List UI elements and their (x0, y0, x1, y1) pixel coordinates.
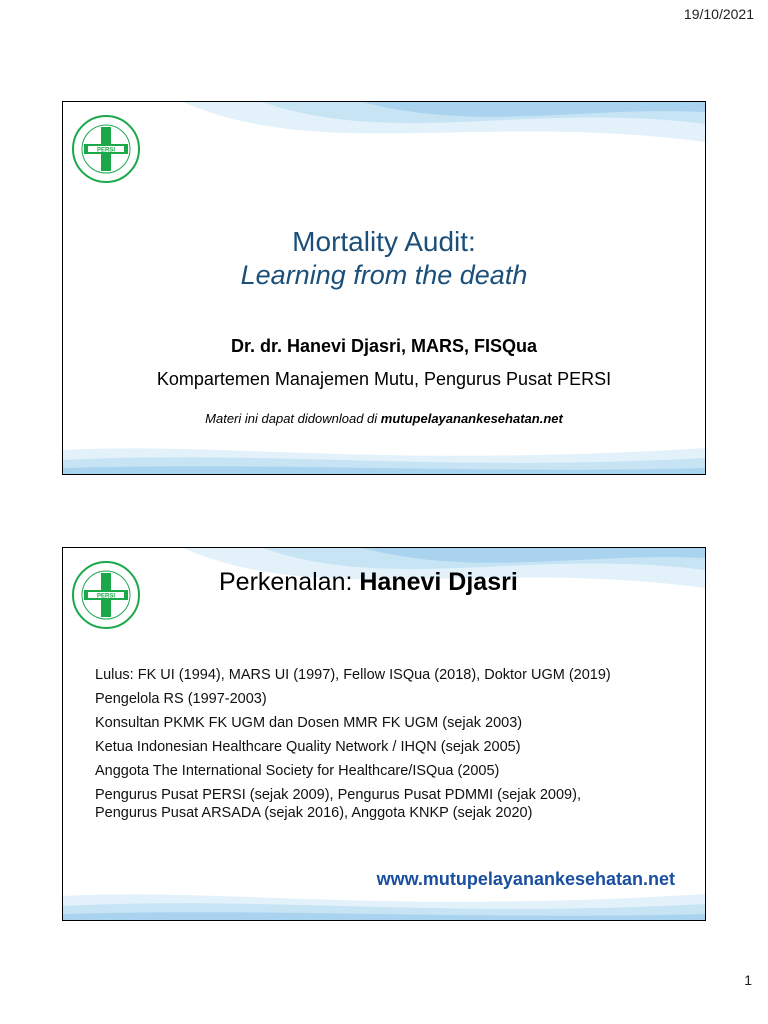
logo-cross-text: PERSI (96, 593, 116, 600)
author-name: Dr. dr. Hanevi Djasri, MARS, FISQua (230, 336, 538, 356)
slide-title-text: Mortality Audit: (292, 226, 476, 257)
persi-logo-icon (71, 560, 141, 630)
list-item: Pengelola RS (1997-2003) (95, 691, 267, 707)
title-prefix: Perkenalan: (219, 568, 360, 596)
list-item: Konsultan PKMK FK UGM dan Dosen MMR FK UGM (sejak 2003) (95, 715, 523, 731)
list-item-line: Pengurus Pusat PERSI (sejak 2009), Pengurus Pusat PDMMI (sejak 2009), (95, 787, 581, 803)
page-number: 1 (744, 972, 752, 988)
list-item (95, 786, 695, 822)
download-note (63, 411, 705, 426)
list-item: Anggota The International Society for Healthcare/ISQua (2005) (95, 763, 500, 779)
download-prefix: Materi ini dapat didownload di (205, 411, 381, 426)
logo-cross-text: PERSI (96, 147, 116, 154)
bio-list (95, 666, 695, 828)
slide-subtitle-text: Learning from the death (240, 260, 528, 290)
title-name: Hanevi Djasri (359, 568, 518, 596)
decorative-wave-top (63, 102, 705, 172)
website-link[interactable]: www.mutupelayanankesehatan.net (376, 869, 675, 889)
decorative-wave-bottom (63, 888, 705, 920)
download-site[interactable]: mutupelayanankesehatan.net (380, 411, 563, 426)
slide-title (62, 101, 706, 475)
slide-title-text (219, 568, 518, 597)
page-date: 19/10/2021 (683, 6, 754, 22)
list-item: Lulus: FK UI (1994), MARS UI (1997), Fellow ISQua (2018), Doktor UGM (2019) (95, 667, 611, 683)
persi-logo-icon (71, 114, 141, 184)
list-item-line: Pengurus Pusat ARSADA (sejak 2016), Anggota KNKP (sejak 2020) (95, 805, 533, 821)
decorative-wave-bottom (63, 442, 705, 474)
list-item: Ketua Indonesian Healthcare Quality Network / IHQN (sejak 2005) (95, 739, 521, 755)
author-affiliation: Kompartemen Manajemen Mutu, Pengurus Pusat PERSI (156, 369, 612, 389)
slide-introduction (62, 547, 706, 921)
